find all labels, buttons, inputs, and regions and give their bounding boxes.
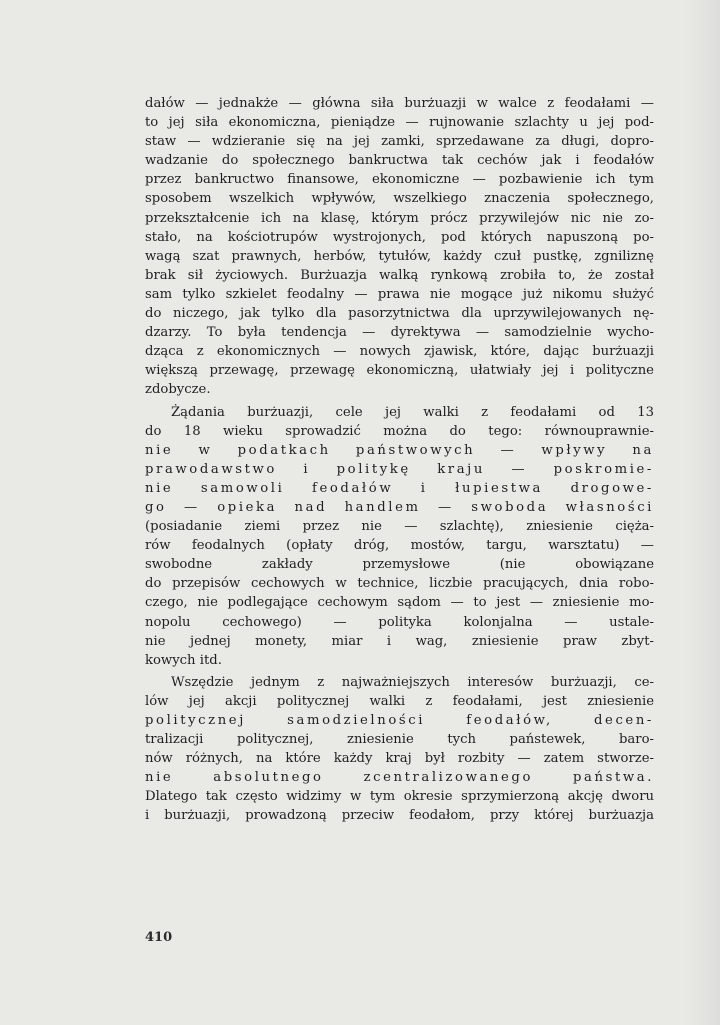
text-line: to jej siła ekonomiczna, pieniądze — rujnowanie szlachty u jej pod- [145, 115, 654, 131]
text-line: nie absolutnego zcentralizowanego państwa. [145, 770, 654, 786]
paragraph-2 [145, 403, 654, 670]
text-line: nie w podatkach państwowych — wpływy na [145, 442, 654, 458]
text-line: swobodne zakłady przemysłowe (nie obowiązane [145, 557, 654, 573]
text-line: dzarzy. To była tendencja — dyrektywa — samodzielnie wycho- [145, 325, 654, 341]
text-line: prawodawstwo i politykę kraju — poskromie- [145, 461, 654, 477]
body-text [145, 94, 654, 826]
page-edge-shadow [684, 0, 720, 1025]
text-line: przekształcenie ich na klasę, którym prócz przywilejów nic nie zo- [145, 210, 654, 226]
paragraph-3 [145, 673, 654, 826]
text-line: sposobem wszelkich wpływów, wszelkiego znaczenia społecznego, [145, 191, 654, 207]
text-line: czego, nie podlegające cechowym sądom — to jest — zniesienie mo- [145, 595, 654, 611]
text-line: tralizacji politycznej, zniesienie tych państewek, baro- [145, 732, 654, 748]
text-line: nopolu cechowego) — polityka kolonjalna — ustale- [145, 614, 654, 630]
text-line: politycznej samodzielności feodałów, decen- [145, 713, 654, 728]
page-number: 410 [145, 930, 173, 945]
text-line: kowych itd. [145, 652, 222, 668]
text-line: wadzanie do społecznego bankructwa tak cechów jak i feodałów [145, 153, 654, 169]
text-line: nie jednej monety, miar i wag, zniesienie praw zbyt- [145, 633, 654, 649]
text-line: lów jej akcji politycznej walki z feodałami, jest zniesienie [145, 693, 654, 709]
text-line: staw — wdzieranie się na jej zamki, sprzedawane za długi, dopro- [145, 134, 654, 150]
text-line: do przepisów cechowych w technice, liczbie pracujących, dnia robo- [145, 576, 654, 592]
text-line: Wszędzie jednym z najważniejszych interesów burżuazji, ce- [171, 674, 654, 690]
text-line: do niczego, jak tylko dla pasorzytnictwa dla uprzywilejowanych nę- [145, 306, 654, 322]
text-line: i burżuazji, prowadzoną przeciw feodałom, przy której burżuazja [145, 808, 654, 824]
text-line: wagą szat prawnych, herbów, tytułów, każdy czuł pustkę, zgniliznę [145, 248, 654, 264]
text-line: stało, na kościotrupów wystrojonych, pod których napuszoną po- [145, 229, 654, 245]
text-line: zdobycze. [145, 382, 211, 398]
text-line: Żądania burżuazji, cele jej walki z feodałami od 13 [171, 404, 654, 420]
text-line: nów różnych, na które każdy kraj był rozbity — zatem stworze- [145, 751, 654, 767]
text-line: (posiadanie ziemi przez nie — szlachtę), zniesienie cięża- [145, 519, 654, 535]
paragraph-1 [145, 94, 654, 400]
text-line: przez bankructwo finansowe, ekonomiczne — pozbawienie ich tym [145, 172, 654, 188]
text-line: do 18 wieku sprowadzić można do tego: równouprawnie- [145, 423, 654, 439]
text-line: dząca z ekonomicznych — nowych zjawisk, które, dając burżuazji [145, 344, 654, 360]
text-line: nie samowoli feodałów i łupiestwa drogowe- [145, 480, 654, 496]
text-line: rów feodalnych (opłaty dróg, mostów, targu, warsztatu) — [145, 538, 654, 554]
text-line: większą przewagę, przewagę ekonomiczną, ułatwiały jej i polityczne [145, 363, 654, 379]
text-line: go — opieka nad handlem — swoboda własności [145, 499, 654, 515]
text-line: dałów — jednakże — główna siła burżuazji w walce z feodałami — [145, 96, 654, 111]
text-line: Dlatego tak często widzimy w tym okresie sprzymierzoną akcję dworu [145, 789, 654, 805]
text-line: sam tylko szkielet feodalny — prawa nie mogące już nikomu służyć [145, 286, 654, 302]
text-line: brak sił życiowych. Burżuazja walką rynkową zrobiła to, że został [145, 267, 654, 283]
